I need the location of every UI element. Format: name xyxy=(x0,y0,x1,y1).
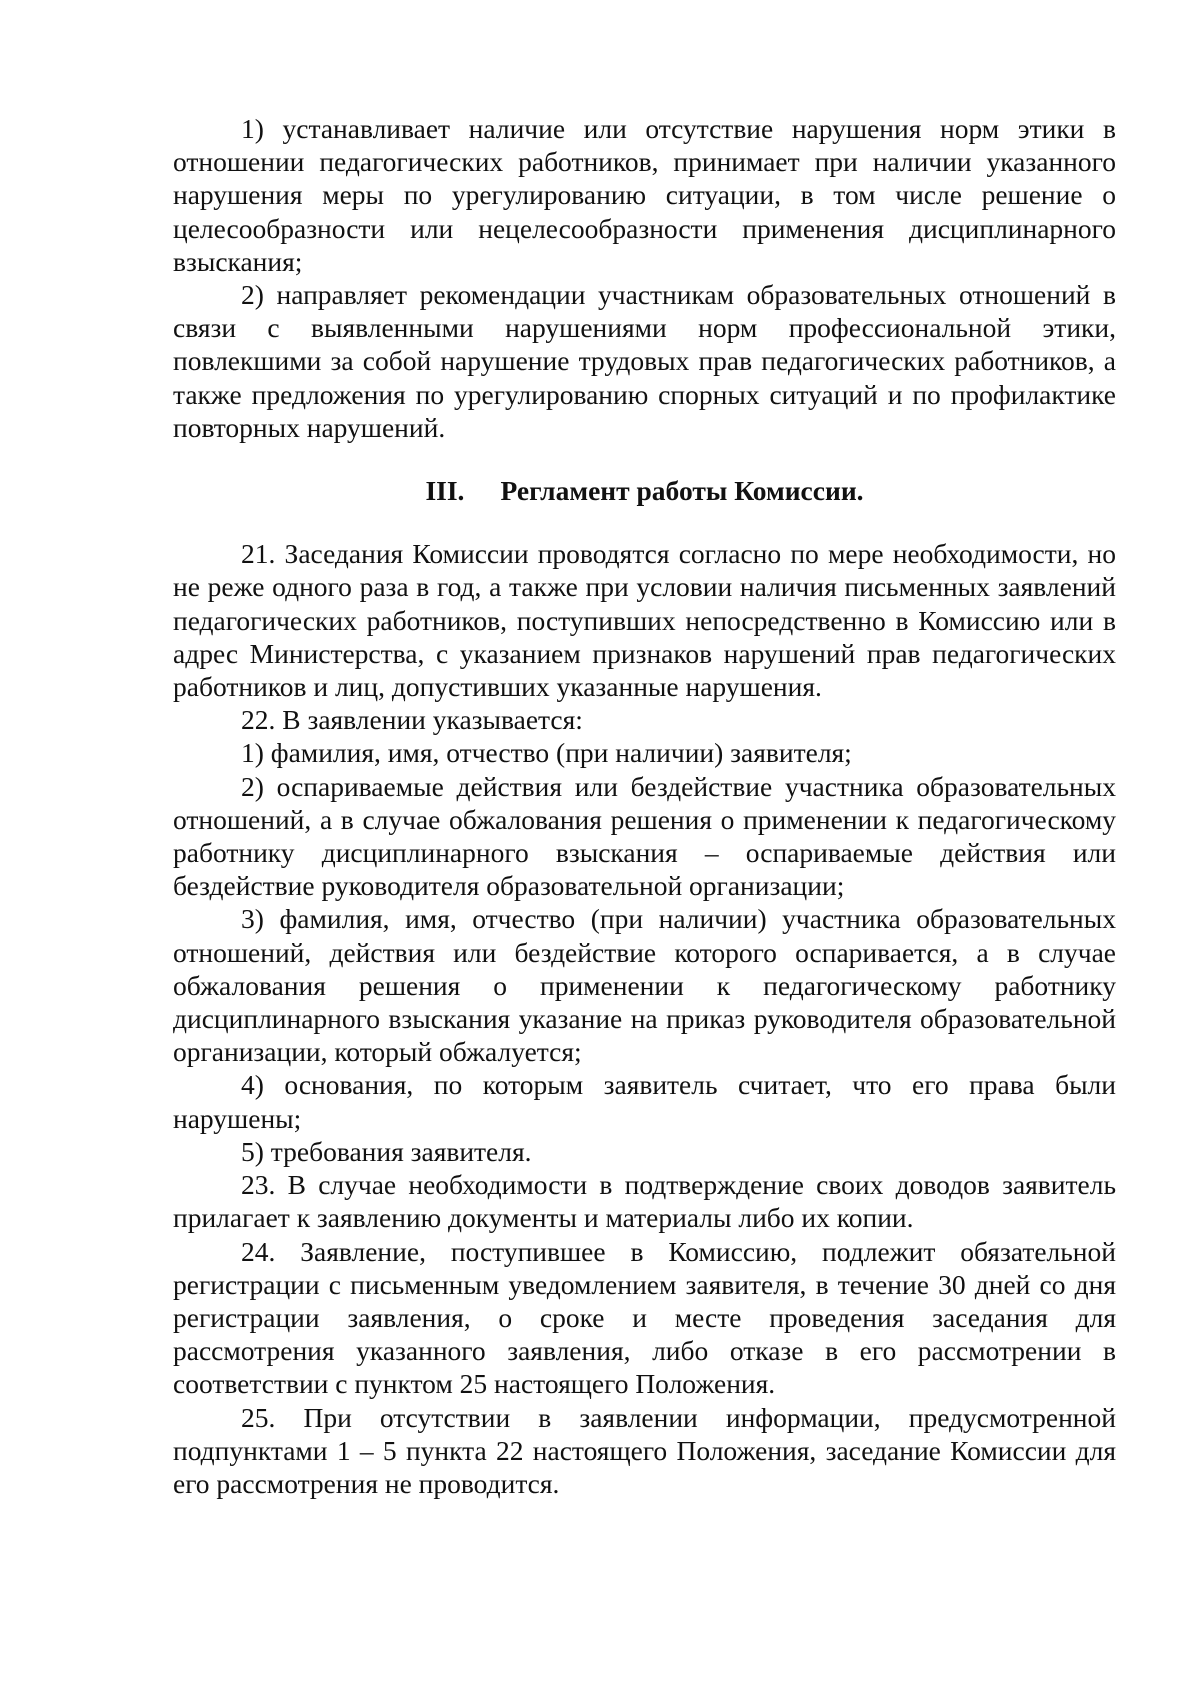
section-title: Регламент работы Комиссии. xyxy=(500,475,864,507)
paragraph-23: 23. В случае необходимости в подтверждение своих доводов заявитель прилагает к заявлению документы и материалы либо их копии. xyxy=(173,1169,1116,1234)
paragraph-22-item-3: 3) фамилия, имя, отчество (при наличии) участника образовательных отношений, действия или бездействие которого оспаривается, а в случае обжалования решения о применении к педагогическому работнику дисциплинарного взыскания указание на приказ руководителя образовательной организации, который обжалуется; xyxy=(173,903,1116,1068)
section-heading xyxy=(173,474,1116,507)
paragraph-22-item-4: 4) основания, по которым заявитель считает, что его права были нарушены; xyxy=(173,1069,1116,1134)
section-number: III. xyxy=(425,475,465,507)
paragraph-25: 25. При отсутствии в заявлении информации, предусмотренной подпунктами 1 – 5 пункта 22 настоящего Положения, заседание Комиссии для его рассмотрения не проводится. xyxy=(173,1401,1116,1499)
paragraph-item-2: 2) направляет рекомендации участникам образовательных отношений в связи с выявленными нарушениями норм профессиональной этики, повлекшими за собой нарушение трудовых прав педагогических работников, а также предложения по урегулированию спорных ситуаций и по профилактике повторных нарушений. xyxy=(173,279,1116,443)
paragraph-22-item-2: 2) оспариваемые действия или бездействие участника образовательных отношений, а в случае обжалования решения о применении к педагогическому работнику дисциплинарного взыскания – оспариваемые действия или бездействие руководителя образовательной организации; xyxy=(173,770,1116,902)
paragraph-22: 22. В заявлении указывается: xyxy=(241,704,583,736)
paragraph-21: 21. Заседания Комиссии проводятся согласно по мере необходимости, но не реже одного раза в год, а также при условии наличия письменных заявлений педагогических работников, поступивших непосредственно в Комиссию или в адрес Министерства, с указанием признаков нарушений прав педагогических работников и лиц, допустивших указанные нарушения. xyxy=(173,538,1116,703)
paragraph-24: 24. Заявление, поступившее в Комиссию, подлежит обязательной регистрации с письменным уведомлением заявителя, в течение 30 дней со дня регистрации заявления, о сроке и месте проведения заседания для рассмотрения указанного заявления, либо отказе в его рассмотрении в соответствии с пунктом 25 настоящего Положения. xyxy=(173,1235,1116,1400)
document-body xyxy=(173,112,1116,1500)
paragraph-22-item-1: 1) фамилия, имя, отчество (при наличии) заявителя; xyxy=(241,737,852,769)
paragraph-22-item-5: 5) требования заявителя. xyxy=(241,1135,532,1167)
paragraph-item-1: 1) устанавливает наличие или отсутствие нарушения норм этики в отношении педагогических работников, принимает при наличии указанного нарушения меры по урегулированию ситуации, в том числе решение о целесообразности или нецелесообразности применения дисциплинарного взыскания; xyxy=(173,113,1116,277)
